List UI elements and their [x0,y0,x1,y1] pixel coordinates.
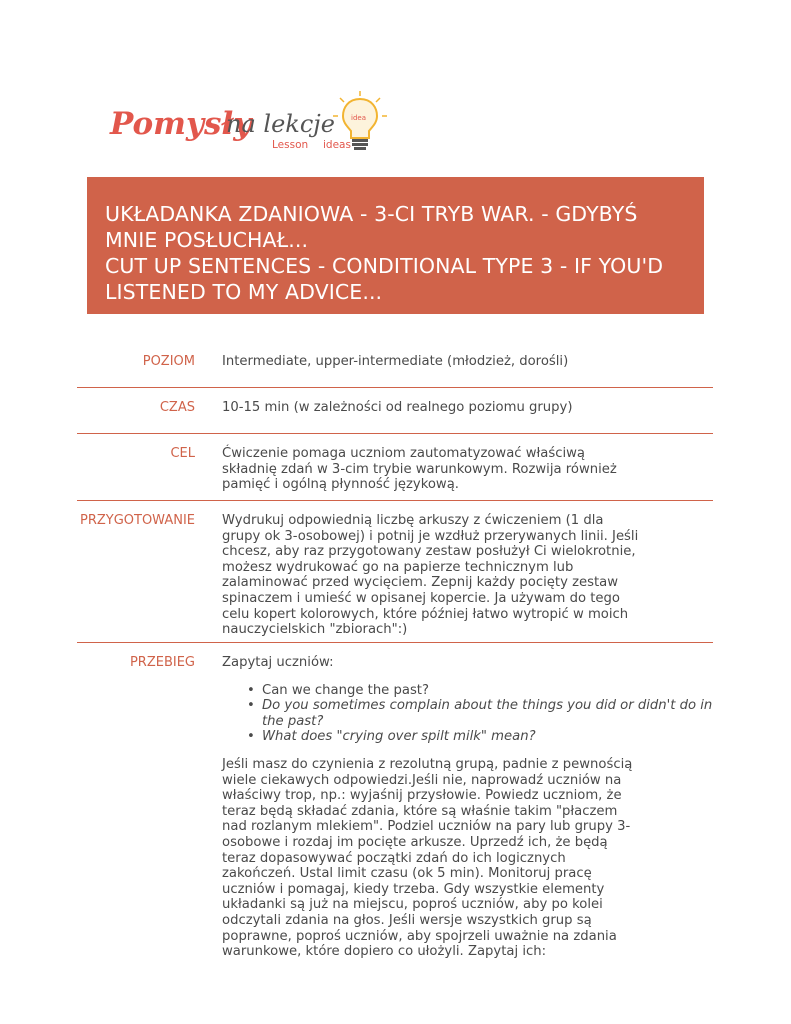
text-line: Jeśli masz do czynienia z rezolutną grupą, padnie z pewnością [222,756,633,772]
bullet-icon: • [247,729,255,745]
question-text: the past? [262,713,324,729]
divider [77,433,713,434]
text-line: odczytali zdania na głos. Jeśli wersje wszystkich grup są [222,912,592,928]
logo [88,90,400,158]
text-line: warunkowe, które dopiero co ułożyli. Zapytaj ich: [222,944,547,960]
question-text: Do you sometimes complain about the things you did or didn't do in [262,698,713,714]
section-content [222,655,713,960]
divider [77,642,713,643]
divider [77,500,713,501]
intro-text: Zapytaj uczniów: [222,655,334,670]
text-line: teraz dopasowywać początki zdań do ich logicznych [222,850,566,866]
title-line-2: MNIE POSŁUCHAŁ... [105,228,309,252]
text-line: zakończeń. Ustal limit czasu (ok 5 min). Monitoruj pracę [222,866,592,882]
text-line: Ćwiczenie pomaga uczniom zautomatyzować właściwą [222,446,586,461]
text-line: 10-15 min (w zależności od realnego poziomu grupy) [222,400,573,415]
text-line: nauczycielskich "zbiorach":) [222,622,408,638]
section-label: PRZYGOTOWANIE [79,513,195,528]
list-item [222,729,702,745]
text-line: pamięć i ogólną płynność językową. [222,477,459,493]
text-line: układanki są już na miejscu, poproś uczniów, aby po kolei [222,897,603,913]
title-line-4: LISTENED TO MY ADVICE... [105,280,383,304]
paragraph [222,757,702,960]
question-text: Can we change the past? [262,682,429,698]
text-line: celu kopert kolorowych, które później łatwo wytropić w moich [222,606,629,622]
text-line: Wydrukuj odpowiednią liczbę arkuszy z ćwiczeniem (1 dla [222,513,604,528]
text-line: poprawne, poproś uczniów, aby spojrzeli uważnie na zdania [222,928,617,944]
divider [77,387,713,388]
section-content [222,446,702,493]
text-line: chcesz, aby raz przygotowany zestaw posłużył Ci wielokrotnie, [222,544,636,560]
logo-graphic [88,90,400,158]
bulb-label: idea [351,114,366,122]
title-banner [87,177,704,314]
section-content [222,354,702,370]
logo-sub-part1: Lesson [272,139,309,151]
text-line: zalaminować przed wycięciem. Zepnij każdy pocięty zestaw [222,575,619,591]
list-item [222,698,713,729]
text-line: spinaczem i umieść w opisanej kopercie. Ja używam do tego [222,590,620,606]
question-list [222,682,713,745]
text-line: wiele ciekawych odpowiedzi.Jeśli nie, naprowadź uczniów na [222,772,622,788]
text-line: nad rozlanym mlekiem". Podziel uczniów na pary lub grupy 3- [222,819,631,835]
text-line: składnię zdań w 3-cim trybie warunkowym. Rozwija również [222,461,617,477]
text-line: osobowe i rozdaj im pocięte arkusze. Uprzedź ich, że będą [222,834,608,850]
text-line: możesz wydrukować go na papierze technicznym lub [222,559,574,575]
bullet-icon: • [247,698,255,714]
question-text: What does "crying over spilt milk" mean? [262,729,536,745]
title-line-1: UKŁADANKA ZDANIOWA - 3-CI TRYB WAR. - GDYBYŚ [105,202,638,226]
text-line: uczniów i pomagaj, kiedy trzeba. Gdy wszystkie elementy [222,881,605,897]
list-item [222,683,702,699]
text-line: grupy ok 3-osobowej) i potnij je wzdłuż przerywanych linii. Jeśli [222,528,639,544]
title-line-3: CUT UP SENTENCES - CONDITIONAL TYPE 3 - IF YOU'D [105,254,664,278]
text-line: teraz będą składać zdania, które są właśnie takim "płaczem [222,803,618,819]
bullet-icon: • [247,682,255,698]
logo-name-part2: na lekcje [226,110,335,138]
section-label: POZIOM [142,354,195,369]
text-line: właściwy trop, np.: wyjaśnij przysłowie. Powiedz uczniom, że [222,788,622,804]
section-content [222,513,702,638]
section-label: CZAS [159,400,195,415]
text-line: Intermediate, upper-intermediate (młodzież, dorośli) [222,354,569,369]
section-label: PRZEBIEG [129,655,195,670]
section-content [222,400,702,416]
section-label: CEL [170,446,195,461]
logo-sub-part2: ideas [323,139,351,151]
logo-name-part1: Pomysły [110,106,252,142]
